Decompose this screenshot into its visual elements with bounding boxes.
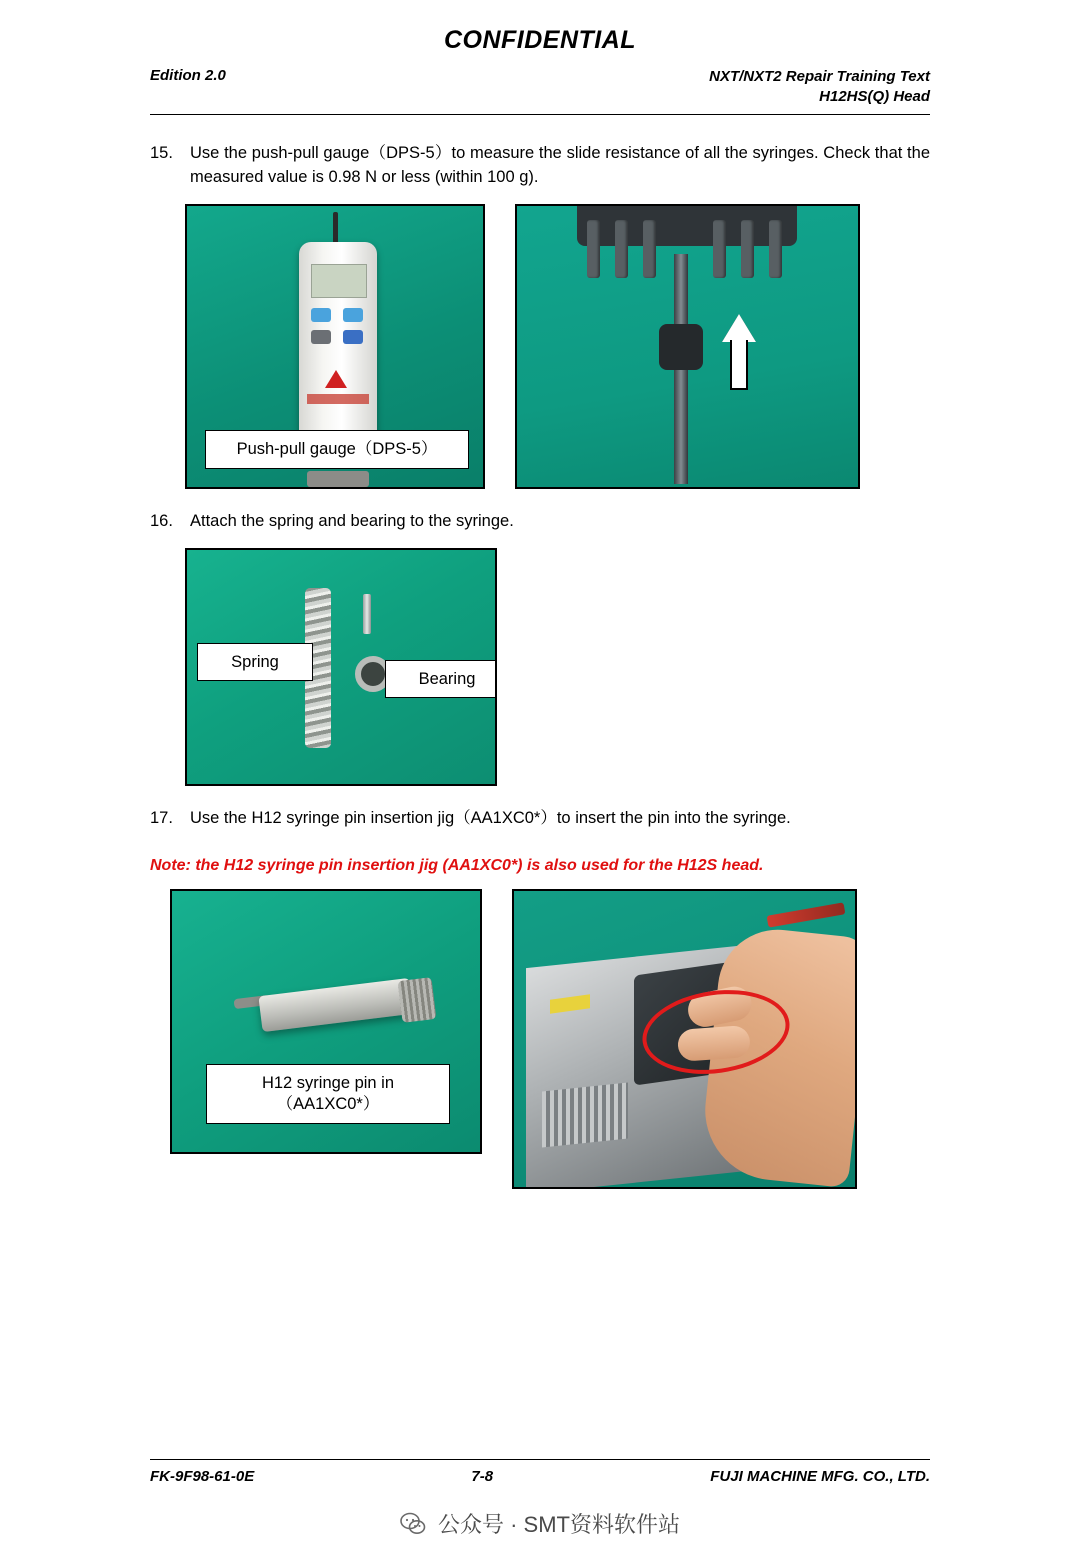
step-15-text: Use the push-pull gauge（DPS-5）to measure the slide resistance of all the syringes. Check that the measured value is 0.98 N or less (within 100 g). <box>190 143 930 187</box>
photo-head-assembly <box>512 889 857 1189</box>
caption-push-pull-gauge: Push-pull gauge（DPS-5） <box>205 430 469 469</box>
watermark-text: 公众号 · SMT资料软件站 <box>438 1512 680 1537</box>
figure-row-16 <box>150 548 930 786</box>
gauge-button-icon <box>343 308 363 322</box>
step-16-text: Attach the spring and bearing to the syringe. <box>190 512 514 530</box>
step-17 <box>150 806 930 831</box>
photo-spring-bearing <box>185 548 497 786</box>
header-divider <box>150 114 930 115</box>
footer-divider <box>150 1459 930 1460</box>
watermark <box>0 1508 1080 1539</box>
gauge-display <box>311 264 367 298</box>
caption-pin-insertion-jig <box>206 1064 450 1123</box>
gauge-body-shape <box>299 242 377 457</box>
nozzle-icon <box>741 220 754 278</box>
page-header <box>150 67 930 108</box>
footer-page-number: 7-8 <box>471 1468 494 1485</box>
red-tool-shape <box>767 902 846 927</box>
photo-syringe-shaft <box>515 204 860 489</box>
nozzle-head-shape <box>577 206 797 246</box>
jig-body-shape <box>258 977 413 1031</box>
caption-spring: Spring <box>197 643 313 682</box>
footer-doc-code: FK-9F98-61-0E <box>150 1468 255 1485</box>
gauge-button-icon <box>311 330 331 344</box>
document-page <box>0 26 1080 1553</box>
pin-shape <box>363 594 371 634</box>
photo-pin-insertion-jig <box>170 889 482 1154</box>
gauge-label-strip <box>307 394 369 404</box>
photo-push-pull-gauge <box>185 204 485 489</box>
caption-bearing: Bearing <box>385 660 497 699</box>
wechat-icon <box>400 1511 426 1537</box>
up-arrow-icon <box>722 314 756 390</box>
step-17-number: 17. <box>150 808 173 827</box>
caption-jig-line2: （AA1XC0*） <box>276 1094 380 1113</box>
footer-company: FUJI MACHINE MFG. CO., LTD. <box>710 1468 930 1485</box>
edition-label: Edition 2.0 <box>150 67 226 84</box>
step-15 <box>150 141 930 191</box>
step-17-text: Use the H12 syringe pin insertion jig（AA1XC0*）to insert the pin into the syringe. <box>190 808 791 827</box>
caption-jig-line1: H12 syringe pin in <box>261 1074 395 1093</box>
header-title-line2: H12HS(Q) Head <box>819 88 930 106</box>
nozzle-icon <box>713 220 726 278</box>
header-title-line1: NXT/NXT2 Repair Training Text <box>709 68 930 85</box>
figure-row-17 <box>150 889 930 1189</box>
gauge-button-icon <box>311 308 331 322</box>
confidential-banner: CONFIDENTIAL <box>443 26 637 54</box>
antenna-shape <box>333 212 338 246</box>
gear-rack-shape <box>542 1082 628 1147</box>
page-footer <box>150 1451 930 1485</box>
syringe-collar-shape <box>659 324 703 370</box>
figure-row-15 <box>150 204 930 489</box>
step-16-number: 16. <box>150 512 173 530</box>
warning-triangle-icon <box>325 370 347 388</box>
step-16 <box>150 509 930 534</box>
nozzle-icon <box>643 220 656 278</box>
nozzle-icon <box>615 220 628 278</box>
nozzle-icon <box>769 220 782 278</box>
gauge-button-icon <box>343 330 363 344</box>
gauge-base-shape <box>307 471 369 487</box>
jig-knob-shape <box>398 977 437 1023</box>
header-title-block <box>709 67 930 108</box>
nozzle-icon <box>587 220 600 278</box>
step-15-number: 15. <box>150 143 173 162</box>
note-text: Note: the H12 syringe pin insertion jig (AA1XC0*) is also used for the H12S head. <box>150 856 764 874</box>
